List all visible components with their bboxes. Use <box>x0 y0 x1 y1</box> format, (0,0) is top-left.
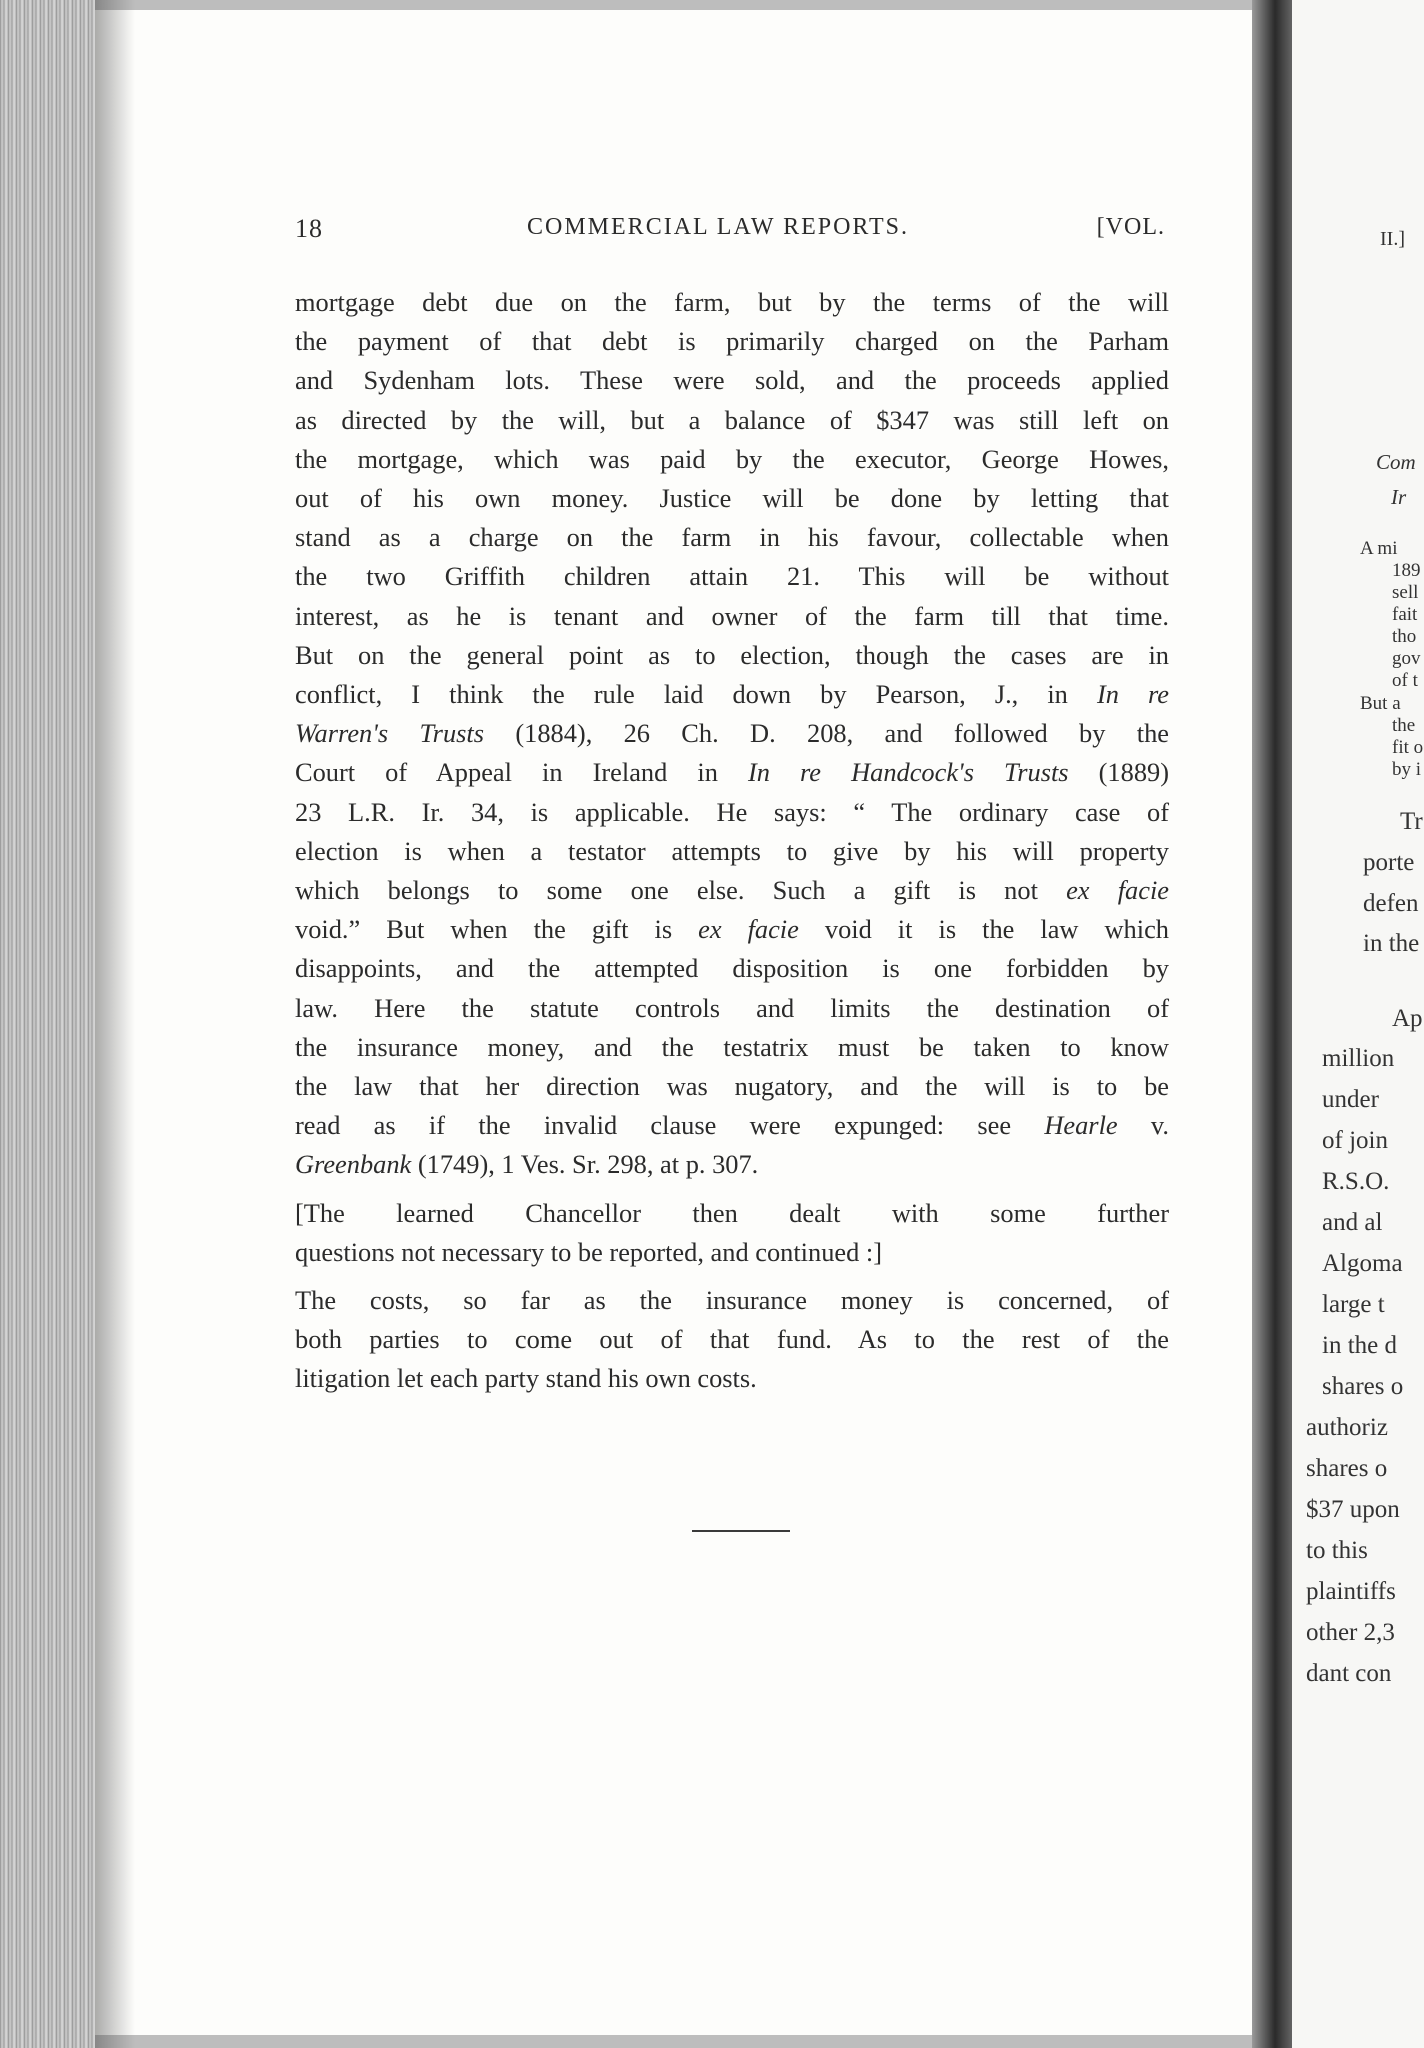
right-page-fragment: other 2,3 <box>1306 1619 1395 1646</box>
book-page-edges <box>0 0 95 2048</box>
right-page-fragment: tho <box>1392 626 1417 647</box>
right-page-fragment: gov <box>1392 648 1421 669</box>
text-segment: the law that her direction was nugatory, and the will is to be <box>295 1071 1169 1102</box>
text-line <box>295 440 1169 479</box>
text-segment: [The learned Chancellor then dealt with some further <box>295 1197 1169 1228</box>
report-body-text <box>295 283 1169 1399</box>
text-segment: the payment of that debt is primarily charged on the Parham <box>295 326 1169 357</box>
text-segment: and Sydenham lots. These were sold, and the proceeds applied <box>295 365 1169 396</box>
text-line <box>295 1233 1169 1272</box>
right-page-fragment: A mi <box>1360 538 1398 559</box>
text-line <box>295 479 1169 518</box>
right-page-fragment: Algoma <box>1322 1250 1403 1277</box>
text-line <box>295 1067 1169 1106</box>
right-page-fragment: defen <box>1363 890 1419 917</box>
text-line <box>295 557 1169 596</box>
text-segment: litigation let each party stand his own costs. <box>295 1363 757 1394</box>
text-segment: v. <box>1117 1110 1169 1141</box>
italic-citation: In re <box>1096 679 1169 710</box>
text-line <box>295 636 1169 675</box>
text-line <box>295 1145 1169 1184</box>
right-page-fragment: 189 <box>1392 560 1421 581</box>
text-segment: 23 L.R. Ir. 34, is applicable. He says: “ The ordinary case of <box>295 796 1169 827</box>
text-line <box>295 1106 1169 1145</box>
italic-citation: ex facie <box>698 914 799 945</box>
text-line <box>295 989 1169 1028</box>
text-line <box>295 1194 1169 1233</box>
right-page-fragment: Ap <box>1392 1005 1423 1032</box>
right-page-fragment: Tr <box>1400 808 1423 835</box>
right-page-fragment: Com <box>1376 450 1416 474</box>
right-page-fragment: in the d <box>1322 1332 1397 1359</box>
right-page-fragment: under <box>1322 1086 1379 1113</box>
right-page-fragment: fit o <box>1392 737 1424 758</box>
text-segment: law. Here the statute controls and limits the destination of <box>295 992 1169 1023</box>
text-line <box>295 949 1169 988</box>
text-line <box>295 518 1169 557</box>
book-gutter <box>1252 0 1294 2048</box>
text-segment: the two Griffith children attain 21. This will be without <box>295 561 1169 592</box>
right-page-fragment: by i <box>1392 759 1422 780</box>
running-title: COMMERCIAL LAW REPORTS. <box>527 214 909 240</box>
right-page-fragment: Ir <box>1391 485 1407 509</box>
right-page-fragment: of t <box>1392 670 1418 691</box>
text-segment: questions not necessary to be reported, and continued :] <box>295 1236 883 1267</box>
right-page-fragment: But a <box>1360 693 1401 714</box>
right-page-fragment: in the <box>1363 930 1420 957</box>
text-segment: conflict, I think the rule laid down by Pearson, J., in <box>295 679 1097 710</box>
running-header <box>295 214 1165 254</box>
text-segment: void.” But when the gift is <box>295 914 699 945</box>
text-line <box>295 1359 1169 1398</box>
text-segment: both parties to come out of that fund. As to the rest of the <box>295 1324 1169 1355</box>
italic-citation: Warren's Trusts <box>295 718 485 749</box>
text-segment: disappoints, and the attempted disposition is one forbidden by <box>295 953 1169 984</box>
text-line <box>295 832 1169 871</box>
text-line <box>295 361 1169 400</box>
text-line <box>295 1320 1169 1359</box>
text-segment: But on the general point as to election, though the cases are in <box>295 639 1169 670</box>
text-line <box>295 793 1169 832</box>
text-line <box>295 871 1169 910</box>
text-segment: The costs, so far as the insurance money is concerned, of <box>295 1285 1169 1316</box>
text-line <box>295 597 1169 636</box>
text-segment: out of his own money. Justice will be done by letting that <box>295 483 1169 514</box>
right-page-fragment: million <box>1322 1045 1395 1072</box>
text-line <box>295 283 1169 322</box>
text-line <box>295 1281 1169 1320</box>
spine-shadow <box>95 0 135 2048</box>
text-segment: which belongs to some one else. Such a gift is not <box>295 875 1067 906</box>
text-segment: election is when a testator attempts to give by his will property <box>295 835 1169 866</box>
right-page-fragment: authoriz <box>1306 1414 1388 1441</box>
right-page-fragment: of join <box>1322 1127 1388 1154</box>
right-page-fragment: shares o <box>1306 1455 1388 1482</box>
page-number: 18 <box>295 214 323 243</box>
text-segment: the insurance money, and the testatrix must be taken to know <box>295 1031 1169 1062</box>
text-line <box>295 910 1169 949</box>
text-line <box>295 714 1169 753</box>
italic-citation: ex facie <box>1066 875 1169 906</box>
right-page-fragment: $37 upon <box>1306 1496 1400 1523</box>
text-segment: (1889) <box>1068 757 1169 788</box>
right-page-fragment: R.S.O. <box>1322 1168 1390 1195</box>
italic-citation: Greenbank <box>295 1149 412 1180</box>
italic-citation: Hearle <box>1044 1110 1118 1141</box>
text-line <box>295 322 1169 361</box>
right-page-fragment: porte <box>1363 849 1415 876</box>
text-segment: the mortgage, which was paid by the executor, George Howes, <box>295 443 1169 474</box>
text-segment: read as if the invalid clause were expunged: see <box>295 1110 1045 1141</box>
text-line <box>295 753 1169 792</box>
text-line <box>295 675 1169 714</box>
right-page-fragment: fait <box>1392 604 1418 625</box>
right-page-fragment: large t <box>1322 1291 1385 1318</box>
right-page-fragment: dant con <box>1306 1660 1392 1687</box>
right-page-fragment: plaintiffs <box>1306 1578 1396 1605</box>
text-segment: as directed by the will, but a balance of $347 was still left on <box>295 404 1169 435</box>
text-segment: interest, as he is tenant and owner of the farm till that time. <box>295 600 1169 631</box>
right-page-fragment: the <box>1392 715 1416 736</box>
text-segment: (1884), 26 Ch. D. 208, and followed by the <box>484 718 1169 749</box>
italic-citation: In re Handcock's Trusts <box>747 757 1069 788</box>
right-page-fragment: to this <box>1306 1537 1368 1564</box>
text-segment: stand as a charge on the farm in his favour, collectable when <box>295 522 1169 553</box>
right-page-fragment: II.] <box>1380 228 1405 250</box>
volume-marker: [VOL. <box>1096 214 1165 240</box>
text-segment: (1749), 1 Ves. Sr. 298, at p. 307. <box>411 1149 759 1180</box>
text-line <box>295 1028 1169 1067</box>
section-end-rule <box>692 1530 790 1532</box>
right-page-fragment: sell <box>1392 582 1419 603</box>
right-page-fragment: shares o <box>1322 1373 1404 1400</box>
text-segment: Court of Appeal in Ireland in <box>295 757 748 788</box>
text-segment: mortgage debt due on the farm, but by the terms of the will <box>295 287 1169 317</box>
right-page-fragment: and al <box>1322 1209 1383 1236</box>
text-segment: void it is the law which <box>798 914 1169 945</box>
text-line <box>295 401 1169 440</box>
